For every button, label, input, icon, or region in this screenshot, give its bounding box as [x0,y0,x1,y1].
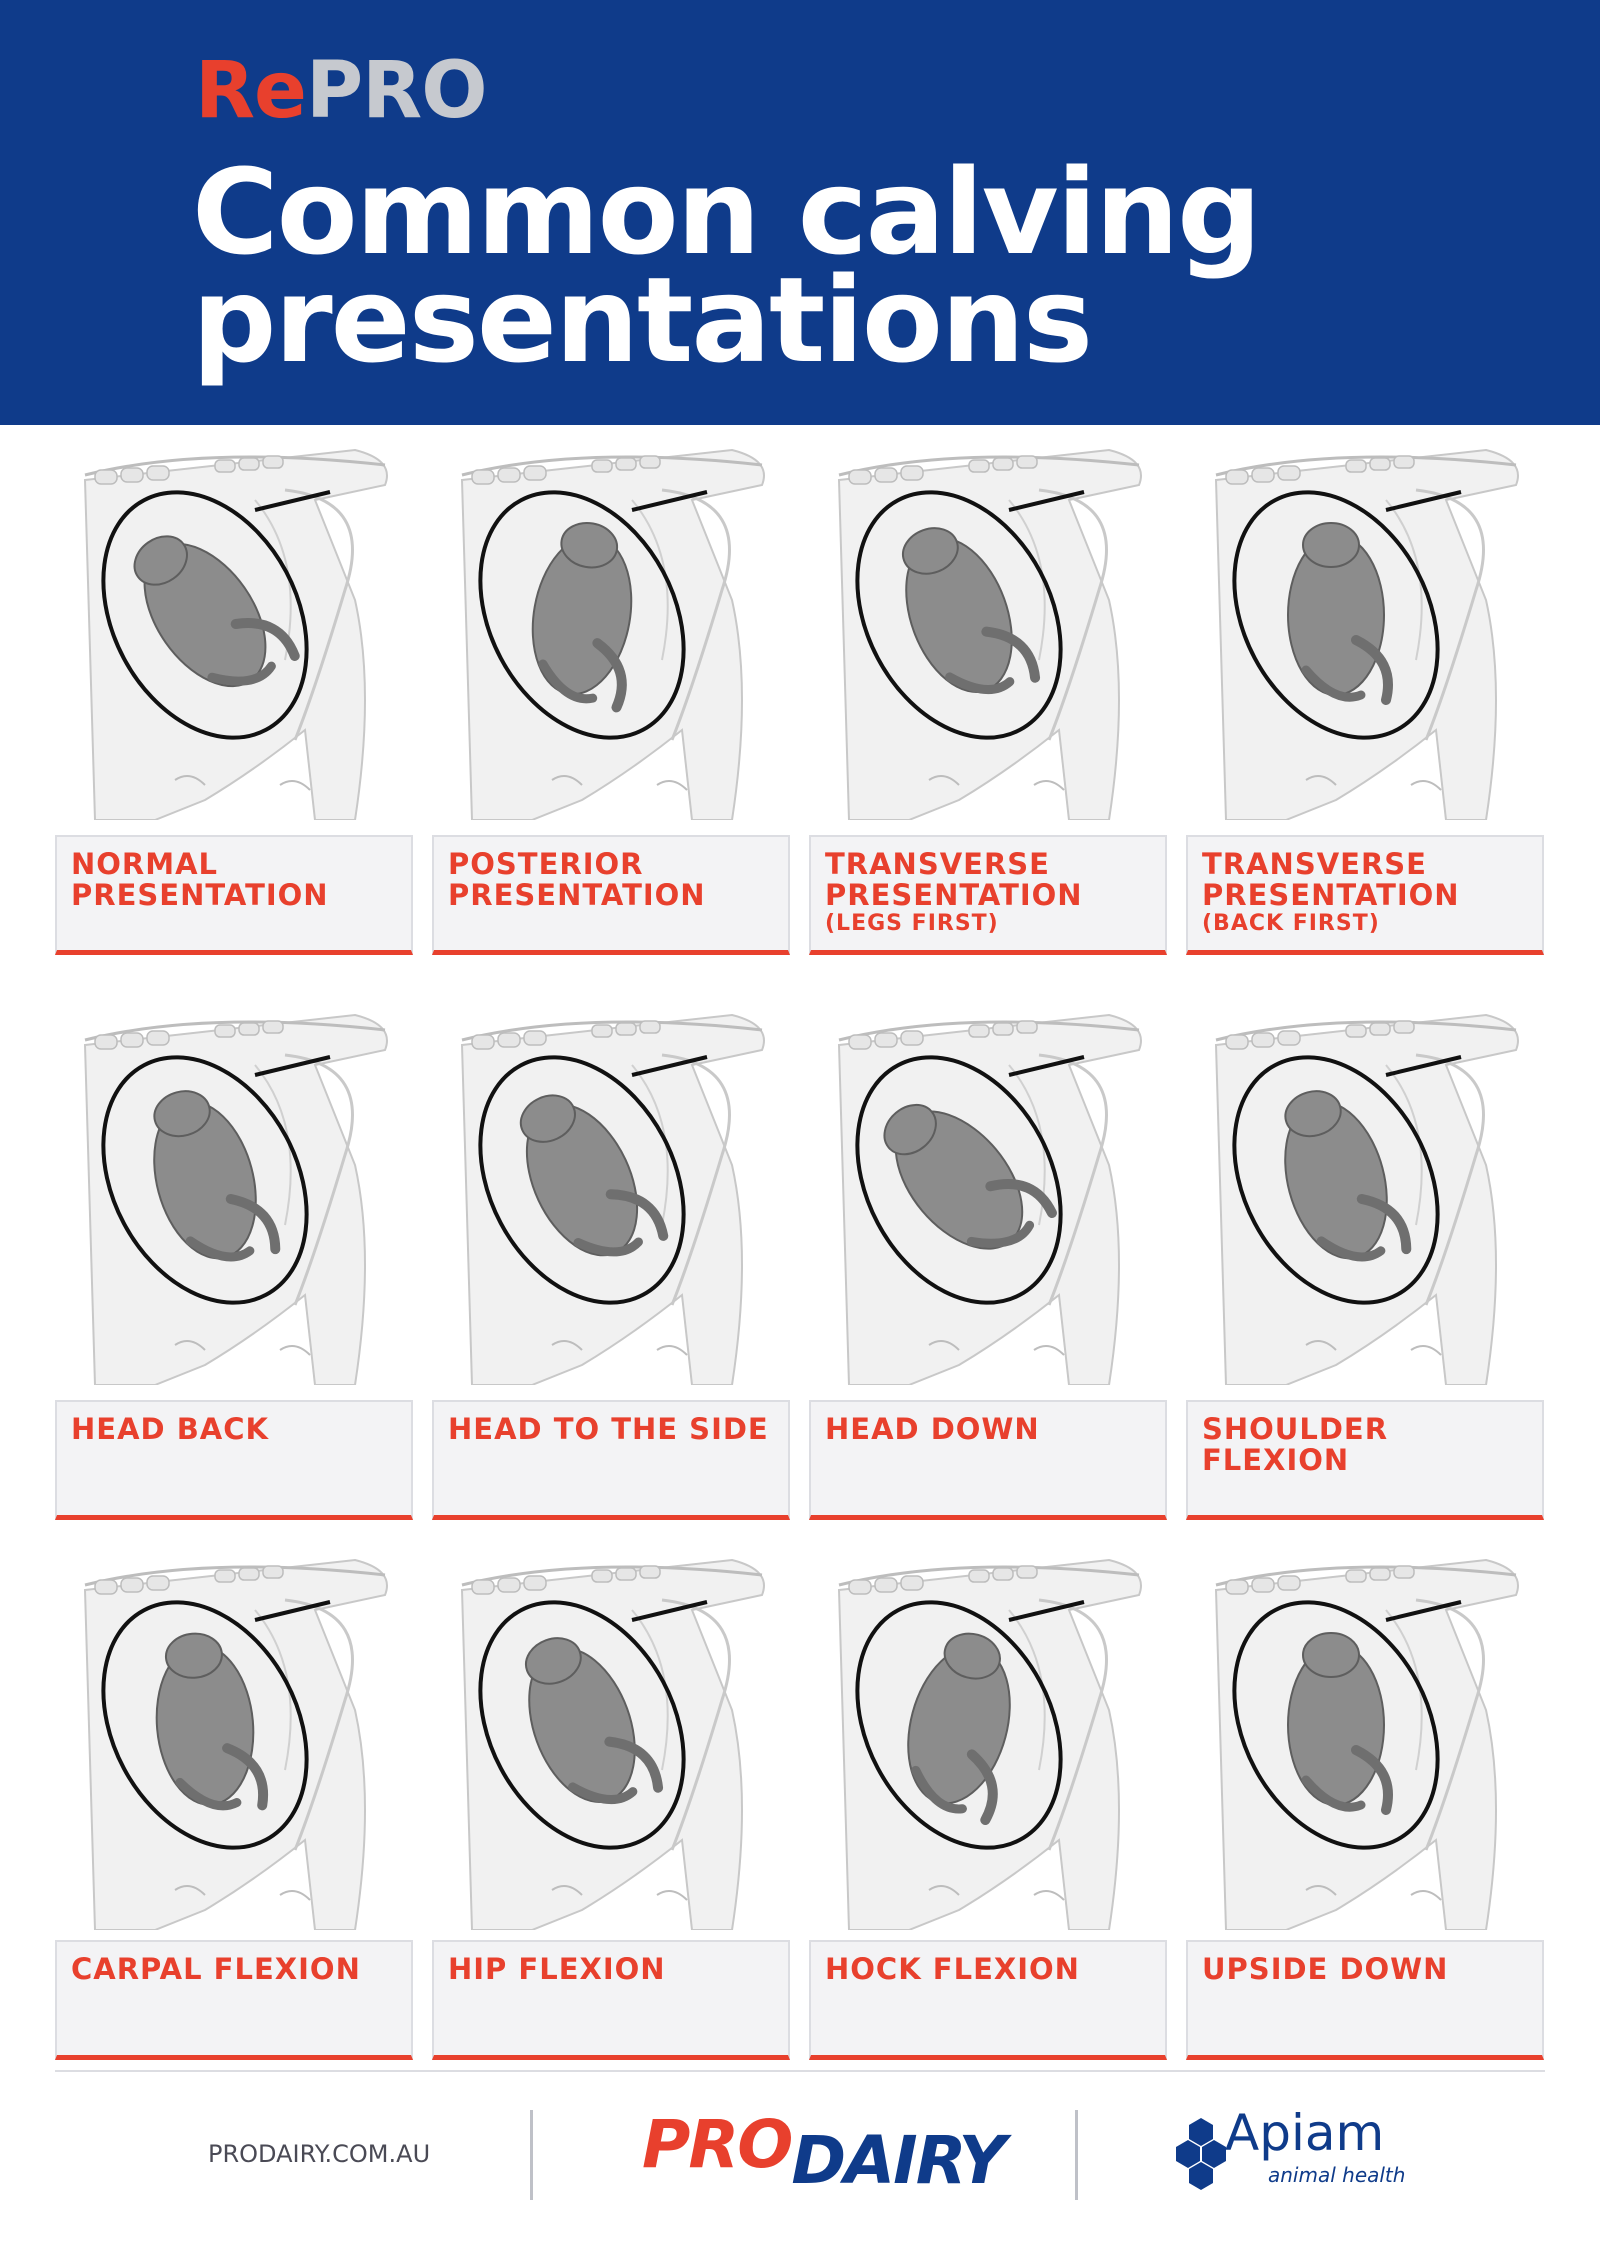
upside-down-illustration [1186,1550,1544,1930]
transverse-back-first-illustration [1186,440,1544,820]
presentation-label: HEAD TO THE SIDE [448,1412,769,1446]
presentation-sublabel: (LEGS FIRST) [825,911,999,936]
presentation-card [1186,440,1544,955]
footer-vertical-divider-right [1075,2110,1078,2200]
carpal-flexion-illustration [55,1550,413,1930]
presentation-label: TRANSVERSE PRESENTATION [825,847,1083,912]
presentation-label: HEAD DOWN [825,1412,1040,1446]
presentation-card [55,1550,413,2060]
repro-logo-re: Re [195,46,306,136]
presentation-label-box [55,1400,413,1520]
presentation-card [432,1550,790,2060]
presentation-sublabel: (BACK FIRST) [1202,911,1380,936]
footer-divider [55,2070,1545,2072]
repro-logo [195,46,487,136]
presentation-label-box [809,835,1167,955]
presentation-label-box [432,1400,790,1520]
presentation-label-box [1186,1400,1544,1520]
presentation-label-box [432,1940,790,2060]
presentation-card [1186,1005,1544,1520]
presentation-label-box [1186,835,1544,955]
presentation-label-box [809,1940,1167,2060]
presentation-card [432,440,790,955]
presentation-card [55,1005,413,1520]
presentation-label: UPSIDE DOWN [1202,1952,1449,1986]
presentation-label-box [55,1940,413,2060]
repro-logo-pro: PRO [305,46,487,136]
presentation-label: HIP FLEXION [448,1952,666,1986]
header-banner [0,0,1600,425]
apiam-tagline: animal health [1268,2163,1406,2187]
presentation-card [809,1550,1167,2060]
presentation-label: NORMAL PRESENTATION [71,847,329,912]
presentation-card [1186,1550,1544,2060]
presentation-card [809,440,1167,955]
page-title-line1: Common calving [192,143,1260,281]
prodairy-logo [642,2106,1005,2199]
hip-flexion-illustration [432,1550,790,1930]
shoulder-flexion-illustration [1186,1005,1544,1385]
prodairy-logo-pro: PRO [642,2106,792,2183]
transverse-legs-first-illustration [809,440,1167,820]
posterior-presentation-illustration [432,440,790,820]
head-to-the-side-illustration [432,1005,790,1385]
head-down-illustration [809,1005,1167,1385]
presentation-card [432,1005,790,1520]
presentation-card [809,1005,1167,1520]
page-title-line2: presentations [192,251,1092,389]
presentation-label: TRANSVERSE PRESENTATION [1202,847,1460,912]
presentation-label-box [809,1400,1167,1520]
apiam-name: Apiam [1225,2104,1385,2162]
page-title [192,143,1260,389]
presentation-label-box [55,835,413,955]
presentation-label: POSTERIOR PRESENTATION [448,847,706,912]
prodairy-logo-dairy: DAIRY [791,2122,1005,2199]
presentation-card [55,440,413,955]
head-back-illustration [55,1005,413,1385]
normal-presentation-illustration [55,440,413,820]
presentation-label-box [432,835,790,955]
presentation-label: SHOULDER FLEXION [1202,1412,1389,1477]
hock-flexion-illustration [809,1550,1167,1930]
footer-url[interactable]: PRODAIRY.COM.AU [208,2140,431,2168]
presentation-label: HEAD BACK [71,1412,269,1446]
presentation-label: CARPAL FLEXION [71,1952,361,1986]
footer-vertical-divider-left [530,2110,533,2200]
presentation-label-box [1186,1940,1544,2060]
presentation-label: HOCK FLEXION [825,1952,1080,1986]
